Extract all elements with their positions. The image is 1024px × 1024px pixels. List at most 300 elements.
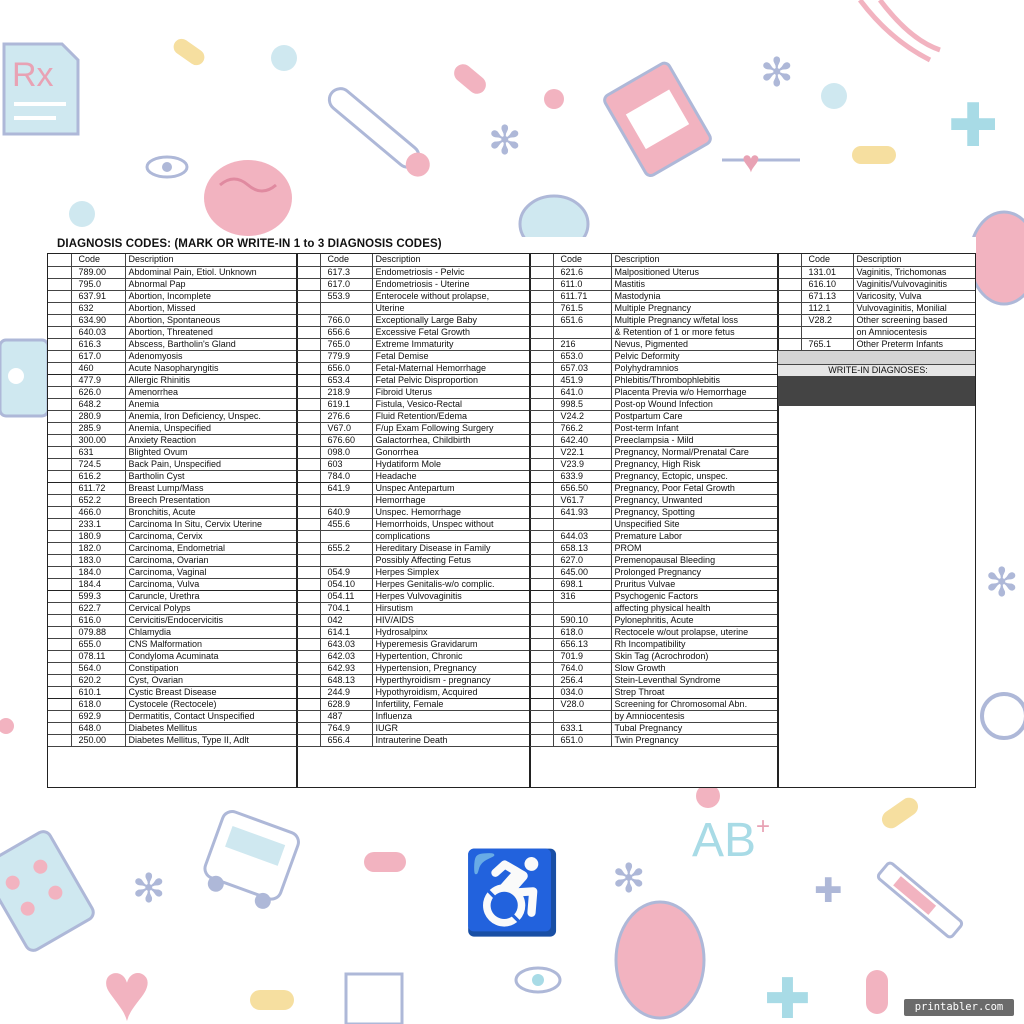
mark-box[interactable] bbox=[48, 279, 71, 291]
table-row bbox=[530, 591, 778, 603]
mark-box[interactable] bbox=[48, 411, 71, 423]
code-cell: 658.13 bbox=[553, 543, 611, 555]
table-row bbox=[778, 267, 975, 279]
mark-box[interactable] bbox=[530, 387, 553, 399]
mark-box[interactable] bbox=[297, 711, 320, 723]
mark-box[interactable] bbox=[530, 615, 553, 627]
table-row bbox=[48, 519, 297, 531]
mark-box[interactable] bbox=[297, 555, 320, 567]
codes-column-3 bbox=[529, 253, 779, 788]
code-cell: 618.0 bbox=[71, 699, 125, 711]
description-cell: Psychogenic Factors bbox=[611, 591, 778, 603]
code-cell: 054.10 bbox=[320, 579, 372, 591]
mark-box[interactable] bbox=[297, 327, 320, 339]
table-row bbox=[530, 567, 778, 579]
mark-box[interactable] bbox=[297, 591, 320, 603]
mark-box[interactable] bbox=[48, 651, 71, 663]
mark-box[interactable] bbox=[530, 675, 553, 687]
wheelchair-icon: ♿ bbox=[462, 848, 562, 937]
code-cell: 998.5 bbox=[553, 399, 611, 411]
mark-box[interactable] bbox=[530, 411, 553, 423]
codes-table-3 bbox=[530, 254, 778, 747]
mark-box[interactable] bbox=[778, 327, 801, 339]
mark-box[interactable] bbox=[530, 735, 553, 747]
mark-box[interactable] bbox=[530, 351, 553, 363]
description-cell: Hypothyroidism, Acquired bbox=[372, 687, 530, 699]
code-cell: 651.6 bbox=[553, 315, 611, 327]
mark-box[interactable] bbox=[297, 399, 320, 411]
mark-box[interactable] bbox=[48, 495, 71, 507]
pill-icon bbox=[821, 83, 847, 109]
table-row bbox=[530, 507, 778, 519]
monitor-icon bbox=[0, 340, 48, 416]
table-row bbox=[530, 483, 778, 495]
mark-box[interactable] bbox=[530, 543, 553, 555]
table-row bbox=[297, 459, 530, 471]
mark-box[interactable] bbox=[48, 459, 71, 471]
table-row bbox=[297, 675, 530, 687]
description-cell: Fetal Pelvic Disproportion bbox=[372, 375, 530, 387]
table-row bbox=[530, 555, 778, 567]
pill-icon bbox=[878, 794, 921, 832]
code-cell bbox=[801, 327, 853, 339]
description-cell: & Retention of 1 or more fetus bbox=[611, 327, 778, 339]
code-cell: 642.03 bbox=[320, 651, 372, 663]
description-cell: Abortion, Threatened bbox=[125, 327, 297, 339]
mark-box[interactable] bbox=[48, 723, 71, 735]
code-cell: 656.13 bbox=[553, 639, 611, 651]
description-cell: Placenta Previa w/o Hemorrhage bbox=[611, 387, 778, 399]
mark-box[interactable] bbox=[530, 459, 553, 471]
mark-box[interactable] bbox=[48, 639, 71, 651]
code-header: Code bbox=[320, 254, 372, 267]
description-cell: Rectocele w/out prolapse, uterine bbox=[611, 627, 778, 639]
mark-box[interactable] bbox=[48, 327, 71, 339]
mark-box[interactable] bbox=[297, 315, 320, 327]
mark-box[interactable] bbox=[297, 351, 320, 363]
mark-box[interactable] bbox=[297, 435, 320, 447]
mark-box[interactable] bbox=[530, 591, 553, 603]
code-cell: 784.0 bbox=[320, 471, 372, 483]
diagnosis-codes-sheet bbox=[47, 237, 976, 788]
mark-box[interactable] bbox=[297, 567, 320, 579]
description-cell: Pregnancy, Spotting bbox=[611, 507, 778, 519]
mark-box[interactable] bbox=[530, 723, 553, 735]
description-cell: Other Preterm Infants bbox=[853, 339, 975, 351]
asterisk-icon: ✻ bbox=[760, 51, 794, 95]
code-cell: 644.03 bbox=[553, 531, 611, 543]
table-row bbox=[297, 399, 530, 411]
code-cell: 621.6 bbox=[553, 267, 611, 279]
table-row bbox=[530, 711, 778, 723]
mark-box[interactable] bbox=[48, 627, 71, 639]
table-row bbox=[48, 723, 297, 735]
pill-icon bbox=[271, 45, 297, 71]
description-cell: Premature Labor bbox=[611, 531, 778, 543]
description-cell: Caruncle, Urethra bbox=[125, 591, 297, 603]
code-cell: 652.2 bbox=[71, 495, 125, 507]
mark-box[interactable] bbox=[778, 279, 801, 291]
mark-box[interactable] bbox=[48, 315, 71, 327]
table-row bbox=[297, 447, 530, 459]
description-cell: Headache bbox=[372, 471, 530, 483]
table-row bbox=[48, 411, 297, 423]
mark-box[interactable] bbox=[48, 471, 71, 483]
asterisk-icon: ✻ bbox=[985, 561, 1019, 605]
mark-box[interactable] bbox=[530, 495, 553, 507]
mark-box[interactable] bbox=[48, 567, 71, 579]
table-row bbox=[48, 567, 297, 579]
mark-box[interactable] bbox=[297, 447, 320, 459]
description-cell: Malpositioned Uterus bbox=[611, 267, 778, 279]
code-cell: 642.93 bbox=[320, 663, 372, 675]
description-cell: Herpes Genitalis-w/o complic. bbox=[372, 579, 530, 591]
code-cell: 643.03 bbox=[320, 639, 372, 651]
mark-box[interactable] bbox=[297, 483, 320, 495]
table-row bbox=[530, 651, 778, 663]
mark-box[interactable] bbox=[48, 483, 71, 495]
mark-box[interactable] bbox=[48, 303, 71, 315]
description-cell: Pylonephritis, Acute bbox=[611, 615, 778, 627]
mark-box[interactable] bbox=[297, 675, 320, 687]
description-cell: Polyhydramnios bbox=[611, 363, 778, 375]
table-row bbox=[530, 363, 778, 375]
table-header-row bbox=[778, 254, 975, 267]
table-row bbox=[530, 411, 778, 423]
description-cell: Pregnancy, Poor Fetal Growth bbox=[611, 483, 778, 495]
mark-box[interactable] bbox=[48, 351, 71, 363]
mark-box[interactable] bbox=[530, 303, 553, 315]
mark-box[interactable] bbox=[297, 459, 320, 471]
mark-box bbox=[48, 254, 71, 267]
mark-box[interactable] bbox=[297, 531, 320, 543]
description-cell: Carcinoma, Vaginal bbox=[125, 567, 297, 579]
mark-box[interactable] bbox=[530, 651, 553, 663]
table-row bbox=[297, 435, 530, 447]
medicine-bottle-icon bbox=[602, 61, 712, 178]
mark-box[interactable] bbox=[530, 315, 553, 327]
mark-box[interactable] bbox=[297, 735, 320, 747]
prescription-icon bbox=[4, 44, 78, 134]
mark-box[interactable] bbox=[778, 291, 801, 303]
mark-box[interactable] bbox=[297, 495, 320, 507]
description-cell: Pregnancy, Normal/Prenatal Care bbox=[611, 447, 778, 459]
mark-box[interactable] bbox=[297, 375, 320, 387]
code-cell: 611.72 bbox=[71, 483, 125, 495]
table-row bbox=[778, 291, 975, 303]
mark-box[interactable] bbox=[530, 375, 553, 387]
mark-box[interactable] bbox=[297, 651, 320, 663]
mark-box[interactable] bbox=[297, 615, 320, 627]
mark-box[interactable] bbox=[297, 411, 320, 423]
table-row bbox=[48, 291, 297, 303]
mark-box[interactable] bbox=[297, 387, 320, 399]
description-cell: Bronchitis, Acute bbox=[125, 507, 297, 519]
description-cell: Fetal-Maternal Hemorrhage bbox=[372, 363, 530, 375]
mark-box[interactable] bbox=[778, 315, 801, 327]
mark-box[interactable] bbox=[297, 687, 320, 699]
mark-box[interactable] bbox=[48, 291, 71, 303]
table-row bbox=[297, 327, 530, 339]
code-cell: 184.0 bbox=[71, 567, 125, 579]
table-row bbox=[297, 687, 530, 699]
code-cell: 766.0 bbox=[320, 315, 372, 327]
code-cell: 671.13 bbox=[801, 291, 853, 303]
mark-box[interactable] bbox=[297, 303, 320, 315]
table-row bbox=[297, 543, 530, 555]
write-in-code-field[interactable] bbox=[801, 405, 853, 406]
description-cell: Varicosity, Vulva bbox=[853, 291, 975, 303]
code-cell: 653.4 bbox=[320, 375, 372, 387]
code-cell: 648.0 bbox=[71, 723, 125, 735]
divider-row bbox=[778, 351, 975, 365]
mark-box[interactable] bbox=[297, 579, 320, 591]
mark-box[interactable] bbox=[297, 507, 320, 519]
mark-box[interactable] bbox=[530, 267, 553, 279]
mark-box[interactable] bbox=[530, 447, 553, 459]
mark-box[interactable] bbox=[530, 687, 553, 699]
table-row bbox=[530, 519, 778, 531]
code-cell: 617.3 bbox=[320, 267, 372, 279]
mark-box[interactable] bbox=[530, 603, 553, 615]
table-row bbox=[297, 627, 530, 639]
mark-box[interactable] bbox=[530, 279, 553, 291]
description-cell: Hyperemesis Gravidarum bbox=[372, 639, 530, 651]
mark-box[interactable] bbox=[297, 423, 320, 435]
heart-icon bbox=[722, 146, 800, 179]
mark-box[interactable] bbox=[530, 663, 553, 675]
mark-box[interactable] bbox=[297, 603, 320, 615]
description-cell: Slow Growth bbox=[611, 663, 778, 675]
code-cell: 656.6 bbox=[320, 327, 372, 339]
mark-box[interactable] bbox=[297, 363, 320, 375]
pill-icon bbox=[866, 970, 888, 1014]
mark-box[interactable] bbox=[48, 579, 71, 591]
mark-box[interactable] bbox=[778, 267, 801, 279]
code-cell: V61.7 bbox=[553, 495, 611, 507]
code-cell bbox=[320, 303, 372, 315]
mark-box[interactable] bbox=[48, 531, 71, 543]
table-row bbox=[297, 303, 530, 315]
mark-box[interactable] bbox=[48, 675, 71, 687]
table-row bbox=[48, 279, 297, 291]
mark-box[interactable] bbox=[48, 711, 71, 723]
mark-box[interactable] bbox=[48, 699, 71, 711]
mark-box[interactable] bbox=[48, 447, 71, 459]
code-cell bbox=[320, 555, 372, 567]
description-cell: Strep Throat bbox=[611, 687, 778, 699]
mark-box[interactable] bbox=[297, 471, 320, 483]
mark-box[interactable] bbox=[48, 507, 71, 519]
code-cell: 451.9 bbox=[553, 375, 611, 387]
code-cell: 610.1 bbox=[71, 687, 125, 699]
code-cell: 656.4 bbox=[320, 735, 372, 747]
table-row bbox=[48, 303, 297, 315]
code-cell: 034.0 bbox=[553, 687, 611, 699]
mark-box[interactable] bbox=[48, 735, 71, 747]
description-cell: Hemorrhoids, Unspec without bbox=[372, 519, 530, 531]
table-row bbox=[48, 471, 297, 483]
mark-box[interactable] bbox=[48, 603, 71, 615]
mark-box[interactable] bbox=[297, 519, 320, 531]
mark-box[interactable] bbox=[48, 555, 71, 567]
mark-box[interactable] bbox=[530, 639, 553, 651]
code-cell: 642.40 bbox=[553, 435, 611, 447]
code-cell: 653.0 bbox=[553, 351, 611, 363]
description-cell: Endometriosis - Uterine bbox=[372, 279, 530, 291]
mark-box[interactable] bbox=[48, 387, 71, 399]
table-row bbox=[48, 315, 297, 327]
table-row bbox=[48, 375, 297, 387]
mark-box bbox=[778, 254, 801, 267]
table-row bbox=[48, 267, 297, 279]
mark-box[interactable] bbox=[778, 339, 801, 351]
mark-box[interactable] bbox=[48, 339, 71, 351]
mark-box[interactable] bbox=[297, 267, 320, 279]
table-row bbox=[530, 291, 778, 303]
code-cell: 620.2 bbox=[71, 675, 125, 687]
lung-icon bbox=[616, 902, 704, 1018]
mark-box[interactable] bbox=[297, 639, 320, 651]
mark-box[interactable] bbox=[530, 339, 553, 351]
code-cell: 626.0 bbox=[71, 387, 125, 399]
window-icon bbox=[346, 974, 402, 1024]
description-cell: Hypertention, Chronic bbox=[372, 651, 530, 663]
dna-icon bbox=[860, 0, 940, 60]
mark-box[interactable] bbox=[530, 567, 553, 579]
mark-box[interactable] bbox=[48, 375, 71, 387]
description-cell: Breech Presentation bbox=[125, 495, 297, 507]
table-row bbox=[530, 687, 778, 699]
description-cell: HIV/AIDS bbox=[372, 615, 530, 627]
code-cell: 627.0 bbox=[553, 555, 611, 567]
mark-box[interactable] bbox=[530, 579, 553, 591]
table-row bbox=[48, 435, 297, 447]
description-cell: PROM bbox=[611, 543, 778, 555]
code-cell: V22.1 bbox=[553, 447, 611, 459]
mark-box[interactable] bbox=[530, 555, 553, 567]
mark-box[interactable] bbox=[530, 291, 553, 303]
mark-box[interactable] bbox=[48, 435, 71, 447]
code-cell: 054.9 bbox=[320, 567, 372, 579]
table-row bbox=[48, 687, 297, 699]
mark-box[interactable] bbox=[48, 399, 71, 411]
mark-box[interactable] bbox=[297, 663, 320, 675]
mark-box[interactable] bbox=[530, 471, 553, 483]
mark-box[interactable] bbox=[530, 519, 553, 531]
mark-box[interactable] bbox=[530, 423, 553, 435]
mark-box[interactable] bbox=[530, 531, 553, 543]
mark-box[interactable] bbox=[530, 327, 553, 339]
table-header-row bbox=[530, 254, 778, 267]
mark-box[interactable] bbox=[530, 699, 553, 711]
table-row bbox=[530, 735, 778, 747]
mark-box[interactable] bbox=[530, 483, 553, 495]
mark-box[interactable] bbox=[48, 591, 71, 603]
plus-icon: ✚ bbox=[814, 872, 843, 910]
table-row bbox=[48, 363, 297, 375]
mark-box[interactable] bbox=[48, 687, 71, 699]
description-cell: Pelvic Deformity bbox=[611, 351, 778, 363]
mark-box[interactable] bbox=[530, 435, 553, 447]
table-row bbox=[48, 699, 297, 711]
table-row bbox=[530, 351, 778, 363]
write-in-description-field[interactable] bbox=[853, 405, 975, 406]
description-cell: Prolonged Pregnancy bbox=[611, 567, 778, 579]
mark-box[interactable] bbox=[48, 267, 71, 279]
mark-box[interactable] bbox=[48, 663, 71, 675]
code-cell: 590.10 bbox=[553, 615, 611, 627]
description-cell: Unspecified Site bbox=[611, 519, 778, 531]
pill-icon bbox=[544, 89, 564, 109]
mark-box[interactable] bbox=[48, 423, 71, 435]
mark-box[interactable] bbox=[530, 363, 553, 375]
description-cell: Phlebitis/Thrombophlebitis bbox=[611, 375, 778, 387]
mark-box[interactable] bbox=[48, 543, 71, 555]
table-row bbox=[530, 327, 778, 339]
mark-box[interactable] bbox=[297, 339, 320, 351]
description-cell: Carcinoma In Situ, Cervix Uterine bbox=[125, 519, 297, 531]
code-cell: 250.00 bbox=[71, 735, 125, 747]
mark-box[interactable] bbox=[530, 399, 553, 411]
code-cell: 616.3 bbox=[71, 339, 125, 351]
mark-box[interactable] bbox=[297, 723, 320, 735]
mark-box[interactable] bbox=[48, 363, 71, 375]
mark-box[interactable] bbox=[297, 279, 320, 291]
code-cell: 764.0 bbox=[553, 663, 611, 675]
code-cell: 631 bbox=[71, 447, 125, 459]
description-cell: Allergic Rhinitis bbox=[125, 375, 297, 387]
svg-text:♥: ♥ bbox=[102, 944, 152, 1024]
description-cell: Unspec. Hemorrhage bbox=[372, 507, 530, 519]
code-cell: 761.5 bbox=[553, 303, 611, 315]
mark-box[interactable] bbox=[530, 627, 553, 639]
code-cell: V28.0 bbox=[553, 699, 611, 711]
description-cell: Diabetes Mellitus bbox=[125, 723, 297, 735]
code-cell: 641.93 bbox=[553, 507, 611, 519]
mark-box[interactable] bbox=[778, 303, 801, 315]
mark-box[interactable] bbox=[297, 543, 320, 555]
table-row bbox=[297, 339, 530, 351]
mark-box[interactable] bbox=[530, 507, 553, 519]
mark-box[interactable] bbox=[48, 519, 71, 531]
eye-icon bbox=[147, 157, 187, 177]
code-cell: V23.9 bbox=[553, 459, 611, 471]
code-header: Code bbox=[801, 254, 853, 267]
mark-box[interactable] bbox=[48, 615, 71, 627]
eye-icon bbox=[516, 968, 560, 992]
code-cell: 316 bbox=[553, 591, 611, 603]
mark-box bbox=[530, 254, 553, 267]
mark-box[interactable] bbox=[297, 291, 320, 303]
code-cell: 648.13 bbox=[320, 675, 372, 687]
table-row bbox=[297, 471, 530, 483]
description-cell: Anxiety Reaction bbox=[125, 435, 297, 447]
mark-box[interactable] bbox=[297, 627, 320, 639]
mark-box[interactable] bbox=[778, 405, 801, 406]
description-cell: Back Pain, Unspecified bbox=[125, 459, 297, 471]
table-row bbox=[297, 363, 530, 375]
code-cell: 656.50 bbox=[553, 483, 611, 495]
description-cell: Hemorrhage bbox=[372, 495, 530, 507]
mark-box[interactable] bbox=[297, 699, 320, 711]
code-cell: 789.00 bbox=[71, 267, 125, 279]
mark-box[interactable] bbox=[530, 711, 553, 723]
description-cell: complications bbox=[372, 531, 530, 543]
table-row bbox=[297, 663, 530, 675]
code-cell: V28.2 bbox=[801, 315, 853, 327]
table-row bbox=[297, 735, 530, 747]
